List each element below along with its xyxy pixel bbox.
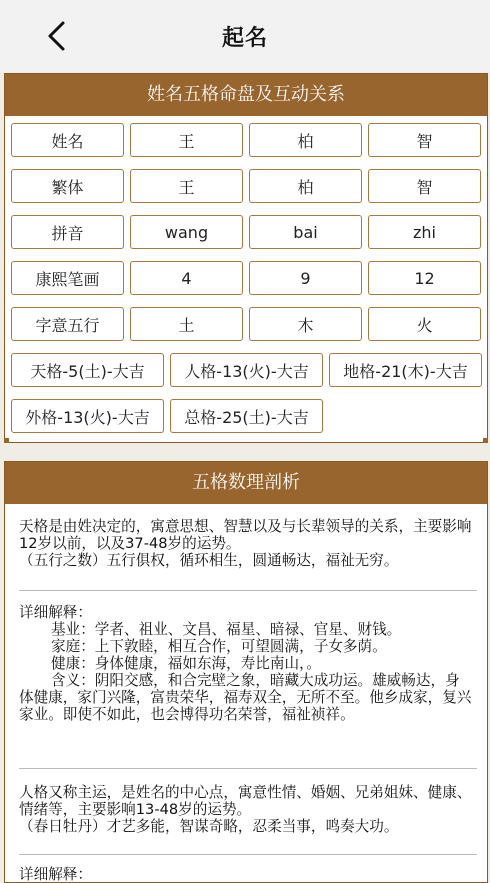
- label-name: 姓名: [11, 123, 124, 157]
- ge-row-1: [11, 353, 482, 387]
- grid-row-pinyin: [11, 215, 481, 249]
- tiange-summary: （五行之数）五行俱权，循环相生，圆通畅达，福祉无穷。: [19, 552, 399, 569]
- renge-cell: 人格-13(火)-大吉: [170, 353, 323, 387]
- tiange-cell: 天格-5(土)-大吉: [11, 353, 164, 387]
- detail-jiating: 家庭：上下敦睦，相互合作，可望圆满，子女多荫。: [51, 638, 387, 655]
- waige-cell: 外格-13(火)-大吉: [11, 399, 164, 433]
- grid-row-wuxing: [11, 307, 481, 341]
- pinyin-1: wang: [130, 215, 243, 249]
- grid-row-strokes: [11, 261, 481, 295]
- wuxing-1: 土: [130, 307, 243, 341]
- detail-label-2: 详细解释：: [19, 866, 92, 883]
- detail-label: 详细解释：: [19, 604, 92, 621]
- name-chart-title: 姓名五格命盘及互动关系: [5, 74, 487, 116]
- page-title: 起名: [221, 25, 268, 51]
- ge-row-2: [11, 399, 323, 433]
- divider: [19, 854, 477, 855]
- dige-cell: 地格-21(木)-大吉: [329, 353, 482, 387]
- tiange-details: [19, 604, 473, 723]
- back-button[interactable]: [38, 18, 74, 54]
- traditional-2: 柏: [249, 169, 362, 203]
- renge-details: [19, 866, 473, 883]
- pinyin-3: zhi: [368, 215, 481, 249]
- divider: [19, 590, 477, 591]
- strokes-1: 4: [130, 261, 243, 295]
- tiange-description: [19, 518, 473, 569]
- analysis-title: 五格数理剖析: [5, 462, 487, 504]
- grid-row-name: [11, 123, 481, 157]
- strokes-2: 9: [249, 261, 362, 295]
- zongge-cell: 总格-25(土)-大吉: [170, 399, 323, 433]
- detail-jiye: 基业：学者、祖业、文昌、福星、暗禄、官星、财钱。: [51, 621, 402, 638]
- char-2: 柏: [249, 123, 362, 157]
- wuxing-2: 木: [249, 307, 362, 341]
- label-wuxing: 字意五行: [11, 307, 124, 341]
- renge-intro: 人格又称主运，是姓名的中心点，寓意性情、婚姻、兄弟姐妹、健康、情绪等，主要影响13-48岁的运势。: [19, 784, 472, 818]
- nav-bar: [0, 0, 490, 72]
- traditional-3: 智: [368, 169, 481, 203]
- label-strokes: 康熙笔画: [11, 261, 124, 295]
- label-pinyin: 拼音: [11, 215, 124, 249]
- detail-hanyi: 含义：阴阳交感，和合完壁之象，暗藏大成功运。雄威畅达，身体健康，家门兴隆，富贵荣华，福寿双全，无所不至。他乡成家，复兴家业。即使不如此，也会博得功名荣誉，福祉祯祥。: [19, 672, 472, 723]
- label-traditional: 繁体: [11, 169, 124, 203]
- corner-decoration: [483, 438, 488, 443]
- detail-jiankang: 健康：身体健康，福如东海，寿比南山，。: [51, 655, 321, 672]
- grid-row-traditional: [11, 169, 481, 203]
- corner-decoration: [4, 438, 9, 443]
- traditional-1: 王: [130, 169, 243, 203]
- char-1: 王: [130, 123, 243, 157]
- wuxing-3: 火: [368, 307, 481, 341]
- chevron-left-icon: [45, 20, 67, 52]
- char-3: 智: [368, 123, 481, 157]
- renge-description: [19, 784, 473, 835]
- renge-summary: （春日牡丹）才艺多能，智谋奇略，忍柔当事，鸣奏大功。: [19, 818, 399, 835]
- pinyin-2: bai: [249, 215, 362, 249]
- divider: [19, 768, 477, 769]
- name-chart-card: [4, 73, 488, 443]
- tiange-intro: 天格是由姓决定的，寓意思想、智慧以及与长辈领导的关系，主要影响12岁以前，以及37-48岁的运势。: [19, 518, 472, 552]
- analysis-card: [4, 461, 488, 883]
- strokes-3: 12: [368, 261, 481, 295]
